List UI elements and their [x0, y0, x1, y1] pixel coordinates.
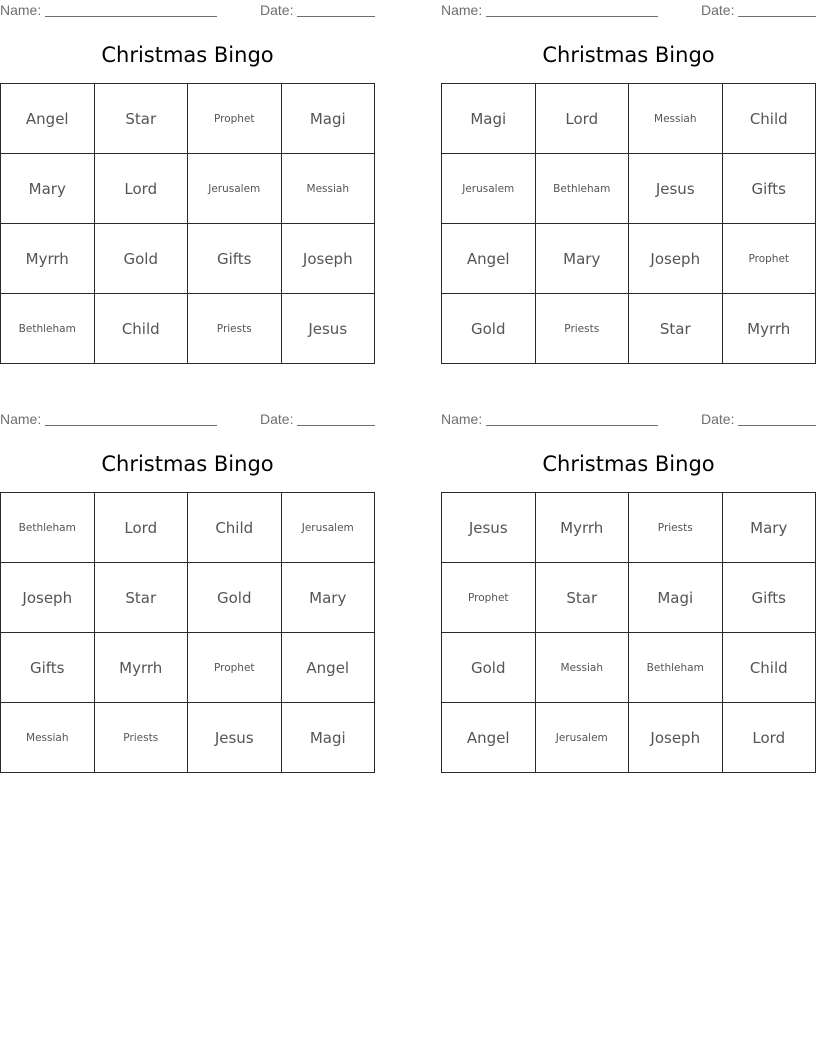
bingo-cell: Jesus	[188, 703, 282, 773]
bingo-cell: Star	[535, 563, 629, 633]
bingo-cell: Messiah	[535, 633, 629, 703]
date-label: Date:	[260, 411, 294, 427]
name-label: Name:	[441, 411, 483, 427]
bingo-cell: Jesus	[442, 493, 536, 563]
bingo-cell: Star	[94, 84, 188, 154]
bingo-card	[0, 0, 375, 364]
bingo-cell: Bethleham	[535, 154, 629, 224]
date-blank-line	[297, 425, 375, 426]
bingo-cell: Priests	[188, 294, 282, 364]
bingo-grid	[0, 492, 375, 773]
bingo-cell: Gifts	[722, 563, 816, 633]
bingo-cell: Gifts	[722, 154, 816, 224]
name-blank-line	[45, 425, 217, 426]
name-date-row	[441, 2, 816, 20]
bingo-cell: Angel	[281, 633, 375, 703]
grid-row	[1, 633, 375, 703]
bingo-cell: Mary	[281, 563, 375, 633]
name-blank-line	[45, 16, 217, 17]
grid-row	[1, 294, 375, 364]
grid-row	[442, 154, 816, 224]
bingo-cell: Priests	[535, 294, 629, 364]
bingo-cell: Star	[629, 294, 723, 364]
bingo-cell: Messiah	[281, 154, 375, 224]
bingo-cell: Child	[188, 493, 282, 563]
bingo-cell: Prophet	[188, 633, 282, 703]
name-label: Name:	[0, 2, 42, 18]
bingo-cell: Gold	[442, 633, 536, 703]
bingo-cell: Magi	[629, 563, 723, 633]
bingo-card	[0, 409, 375, 773]
bingo-cell: Jerusalem	[442, 154, 536, 224]
bingo-cell: Child	[722, 84, 816, 154]
card-title: Christmas Bingo	[101, 43, 274, 67]
bingo-cell: Mary	[722, 493, 816, 563]
date-blank-line	[297, 16, 375, 17]
bingo-cell: Bethleham	[1, 493, 95, 563]
bingo-cell: Magi	[281, 703, 375, 773]
grid-row	[442, 224, 816, 294]
date-label: Date:	[701, 411, 735, 427]
grid-row	[1, 703, 375, 773]
bingo-cell: Lord	[94, 154, 188, 224]
bingo-cell: Lord	[94, 493, 188, 563]
bingo-cell: Jesus	[629, 154, 723, 224]
name-date-row	[0, 411, 375, 429]
name-blank-line	[486, 16, 658, 17]
bingo-cell: Gold	[442, 294, 536, 364]
name-blank-line	[486, 425, 658, 426]
bingo-cell: Messiah	[629, 84, 723, 154]
bingo-cell: Jerusalem	[188, 154, 282, 224]
bingo-cell: Myrrh	[94, 633, 188, 703]
bingo-cell: Myrrh	[535, 493, 629, 563]
bingo-cell: Myrrh	[1, 224, 95, 294]
date-blank-line	[738, 425, 816, 426]
bingo-cell: Gold	[188, 563, 282, 633]
grid-row	[1, 563, 375, 633]
bingo-cell: Angel	[1, 84, 95, 154]
bingo-cell: Mary	[535, 224, 629, 294]
date-label: Date:	[260, 2, 294, 18]
grid-row	[442, 633, 816, 703]
bingo-cell: Prophet	[722, 224, 816, 294]
bingo-cell: Gifts	[1, 633, 95, 703]
bingo-cell: Jesus	[281, 294, 375, 364]
bingo-cell: Magi	[442, 84, 536, 154]
bingo-cell: Child	[722, 633, 816, 703]
bingo-cell: Messiah	[1, 703, 95, 773]
bingo-grid	[441, 83, 816, 364]
grid-row	[1, 224, 375, 294]
bingo-cell: Priests	[94, 703, 188, 773]
card-title: Christmas Bingo	[542, 43, 715, 67]
bingo-cell: Bethleham	[629, 633, 723, 703]
bingo-cell: Child	[94, 294, 188, 364]
bingo-grid	[441, 492, 816, 773]
bingo-cell: Mary	[1, 154, 95, 224]
grid-row	[442, 493, 816, 563]
bingo-cell: Gifts	[188, 224, 282, 294]
card-title: Christmas Bingo	[542, 452, 715, 476]
bingo-cell: Joseph	[281, 224, 375, 294]
name-label: Name:	[441, 2, 483, 18]
grid-row	[442, 294, 816, 364]
date-label: Date:	[701, 2, 735, 18]
bingo-cell: Myrrh	[722, 294, 816, 364]
bingo-cell: Joseph	[1, 563, 95, 633]
bingo-cell: Joseph	[629, 703, 723, 773]
bingo-cell: Lord	[722, 703, 816, 773]
bingo-cell: Bethleham	[1, 294, 95, 364]
bingo-cell: Jerusalem	[535, 703, 629, 773]
grid-row	[1, 154, 375, 224]
bingo-cell: Magi	[281, 84, 375, 154]
bingo-cell: Jerusalem	[281, 493, 375, 563]
bingo-grid	[0, 83, 375, 364]
bingo-cell: Prophet	[188, 84, 282, 154]
grid-row	[442, 703, 816, 773]
bingo-card	[441, 409, 816, 773]
bingo-cell: Gold	[94, 224, 188, 294]
bingo-cell: Angel	[442, 224, 536, 294]
bingo-cell: Angel	[442, 703, 536, 773]
name-label: Name:	[0, 411, 42, 427]
date-blank-line	[738, 16, 816, 17]
grid-row	[1, 493, 375, 563]
name-date-row	[441, 411, 816, 429]
grid-row	[1, 84, 375, 154]
bingo-cell: Prophet	[442, 563, 536, 633]
card-title: Christmas Bingo	[101, 452, 274, 476]
bingo-cell: Star	[94, 563, 188, 633]
grid-row	[442, 84, 816, 154]
bingo-cell: Lord	[535, 84, 629, 154]
grid-row	[442, 563, 816, 633]
bingo-card	[441, 0, 816, 364]
bingo-cell: Joseph	[629, 224, 723, 294]
name-date-row	[0, 2, 375, 20]
bingo-cell: Priests	[629, 493, 723, 563]
